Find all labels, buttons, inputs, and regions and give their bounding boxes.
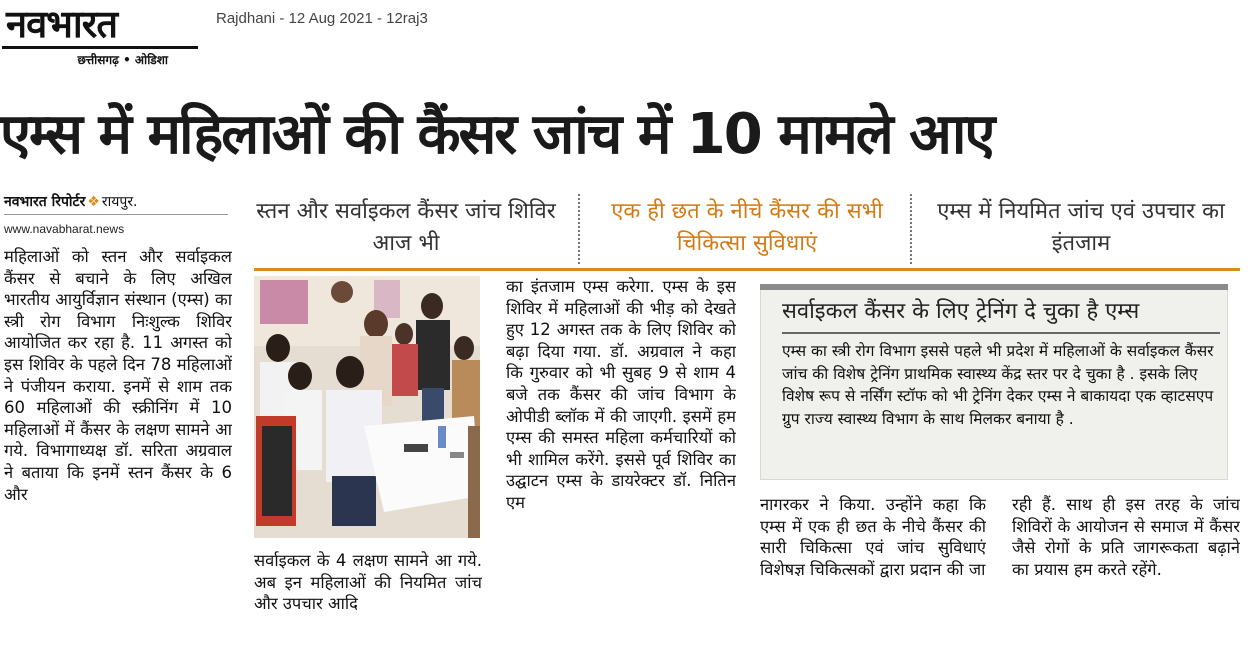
byline-divider	[4, 214, 228, 215]
logo-tagline: छत्तीसगढ़ • ओडिशा	[77, 53, 168, 67]
article-column-5	[1012, 494, 1240, 646]
sidebar-box-title: सर्वाइकल कैंसर के लिए ट्रेनिंग दे चुका है एम्स	[782, 299, 1140, 324]
article-column-3	[506, 276, 736, 646]
byline-reporter: नवभारत रिपोर्टर	[4, 194, 86, 210]
article-text-col3: का इंतजाम एम्स करेगा. एम्स के इस शिविर में महिलाओं की भीड़ को देखते हुए 12 अगस्त तक के लिए शिविर को बढ़ा दिया गया. डॉ. अग्रवाल ने कहा कि गुरुवार को भी सुबह 9 से शाम 4 बजे तक कैंसर की जांच विभाग के ओपीडी ब्लॉक में की जाएगी. इसमें हम एम्स की समस्त महिला कर्मचारियों को भी शामिल करेंगे. इससे पूर्व शिविर का उद्घाटन एम्स के डायरेक्टर डॉ. नितिन एम	[506, 277, 736, 512]
logo-wordmark: नवभारत	[2, 4, 198, 49]
sidebar-box-text: एम्स का स्त्री रोग विभाग इससे पहले भी प्रदेश में महिलाओं के सर्वाइकल कैंसर जांच की विशेष ट्रेनिंग प्राथमिक स्वास्थ्य केंद्र स्तर पर दे चुका है . इसके लिए विशेष रूप से नर्सिंग स्टॉफ को भी ट्रेनिंग देकर एम्स ने बाकायदा एक व्हाटसएप ग्रुप राज्य स्वास्थ्य विभाग के साथ मिलकर बनाया है .	[782, 342, 1214, 428]
byline-city: रायपुर.	[101, 194, 138, 210]
main-headline: एम्स में महिलाओं की कैंसर जांच में 10 मामले आए	[0, 102, 994, 167]
website-link[interactable]: www.navabharat.news	[4, 222, 125, 236]
article-column-2	[254, 550, 482, 646]
photo-illustration	[254, 276, 480, 538]
deck-headline-2: एक ही छत के नीचे कैंसर की सभी चिकित्सा सुविधाएं	[611, 199, 883, 256]
deck-divider-2	[910, 194, 912, 264]
article-text-col1: महिलाओं को स्तन और सर्वाइकल कैंसर से बचाने के लिए अखिल भारतीय आयुर्विज्ञान संस्थान (एम्स) का स्त्री रोग विभाग निःशुल्क शिविर आयोजित कर रहा है. 11 अगस्त को इस शिविर के पहले दिन 78 महिलाओं ने पंजीयन कराया. इनमें से शाम तक 60 महिलाओं की स्क्रीनिंग में 10 महिलाओं में कैंसर के लक्षण सामने आ गये. विभागाध्यक्ष डॉ. सरिता अग्रवाल ने बताया कि इनमें स्तन कैंसर के 6 और	[4, 247, 232, 504]
sidebar-box-top-bar	[760, 284, 1228, 290]
article-text-col2: सर्वाइकल के 4 लक्षण सामने आ गये. अब इन महिलाओं की नियमित जांच और उपचार आदि	[254, 551, 482, 614]
article-photo	[254, 276, 480, 538]
newspaper-logo	[2, 4, 198, 66]
deck-headline-1: स्तन और सर्वाइकल कैंसर जांच शिविर आज भी	[256, 199, 556, 256]
deck-underline	[254, 268, 1240, 271]
deck-headline-3: एम्स में नियमित जांच एवं उपचार का इंतजाम	[937, 199, 1225, 256]
byline-star-icon: ❖	[87, 194, 100, 210]
article-text-col5: रही हैं. साथ ही इस तरह के जांच शिविरों के आयोजन से समाज में कैंसर जैसे रोगों के प्रति जागरूकता बढ़ाने का प्रयास हम करते रहेंगे.	[1012, 495, 1240, 579]
article-column-4	[760, 494, 986, 646]
article-text-col4: नागरकर ने किया. उन्होंने कहा कि एम्स में एक ही छत के नीचे कैंसर की सारी चिकित्सा एवं जांच सुविधाएं विशेषज्ञ चिकित्सकों द्वारा प्रदान की जा	[760, 495, 986, 579]
byline	[4, 192, 228, 211]
edition-info: Rajdhani - 12 Aug 2021 - 12raj3	[216, 10, 428, 27]
deck-divider-1	[578, 194, 580, 264]
sidebar-box-title-rule	[782, 332, 1220, 334]
article-column-1	[4, 246, 232, 646]
